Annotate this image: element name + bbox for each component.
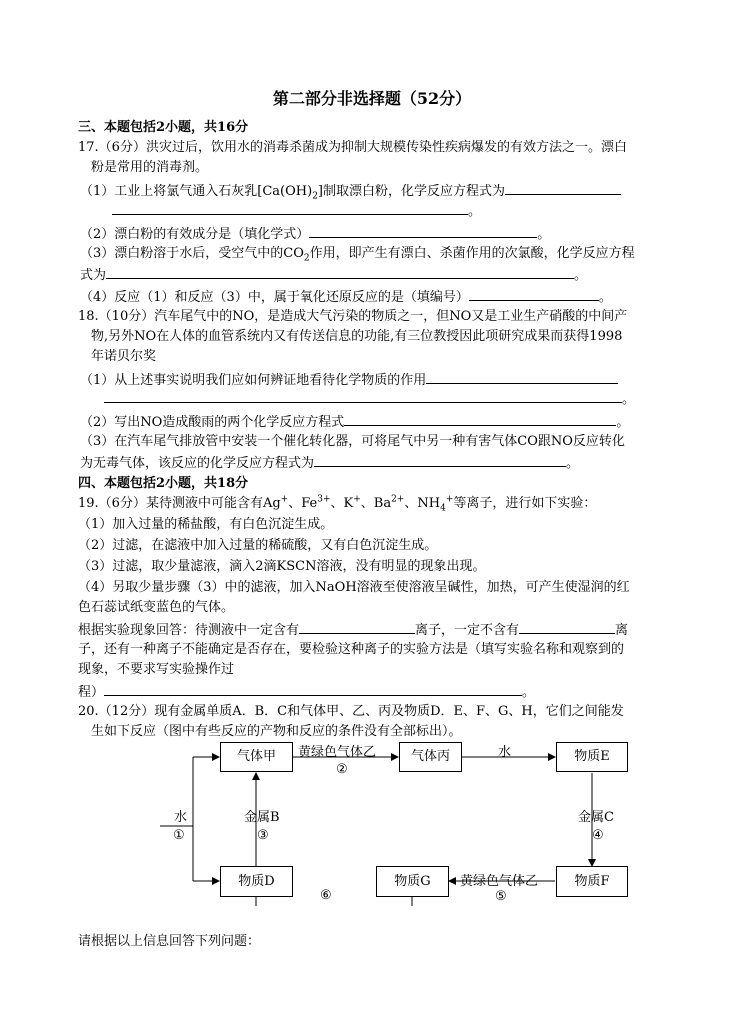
- r2-number-label: ②: [336, 762, 348, 777]
- q19-answer-line3: 现象，不要求写实验操作过: [78, 662, 235, 677]
- q18-intro-line2: 物,另外NO在人体的血管系统内又有传送信息的功能,有三位教授因此项研究成果而获得1998: [91, 329, 623, 344]
- q19-intro-text-e: 、NH: [404, 496, 441, 511]
- q17-part1-sub: 2: [312, 191, 318, 202]
- q20-intro-line2: 生如下反应（图中有些反应的产物和反应的条件没有全部标出）。: [91, 724, 462, 739]
- q17-part4-text: （4）反应（1）和反应（3）中，属于氧化还原反应的是（填编号）: [80, 290, 469, 305]
- r1-reagent-label: 水: [174, 810, 188, 825]
- q19-answer-text-a: 根据实验现象回答：待测液中一定含有: [78, 623, 300, 638]
- q17-part3-text-b: 作用，即产生有漂白、杀菌作用的次氯酸，化学反应方程: [309, 246, 635, 261]
- q17-part2-text: （2）漂白粉的有效成分是（填化学式）: [80, 227, 310, 242]
- q17-part1-text-b: ]制取漂白粉，化学反应方程式为: [317, 184, 505, 199]
- q19-step4-line1: （4）另取少量步骤（3）中的滤液，加入NaOH溶液至使溶液呈碱性，加热，可产生使湿润的红: [78, 580, 630, 595]
- r4-number-label: ④: [592, 828, 604, 843]
- q19-intro-text-c: 、K: [330, 496, 354, 511]
- q17-part1-end: 。: [468, 204, 482, 219]
- q19-sup-k: +: [353, 494, 361, 505]
- q17-part2-end: 。: [537, 227, 551, 242]
- node-substance-E: 物质E: [556, 742, 628, 772]
- water-reagent-label: 水: [498, 745, 512, 760]
- q19-answer-text-c: 离: [615, 623, 629, 638]
- q20-prompt: 请根据以上信息回答下列问题：: [78, 934, 261, 949]
- q19-sup-nh4: +: [445, 494, 454, 505]
- q19-answer-end: 。: [522, 685, 536, 700]
- node-gas-bing: 气体丙: [399, 742, 462, 772]
- section-4-heading: 四、本题包括2小题，共18分: [78, 476, 249, 491]
- r1-number-label: ①: [173, 828, 185, 843]
- q18-intro-line3: 年诺贝尔奖: [91, 349, 157, 364]
- q19-answer-text-d: 程）: [78, 685, 105, 700]
- q19-step1: （1）加入过量的稀盐酸，有白色沉淀生成。: [78, 517, 334, 532]
- page-title: 第二部分非选择题（52分）: [272, 89, 472, 108]
- q19-sub-nh4: 4: [440, 503, 446, 514]
- q17-part3-end: 。: [574, 268, 588, 283]
- q19-sup-ba: 2+: [391, 494, 405, 505]
- q19-sup-fe: 3+: [317, 494, 331, 505]
- q17-part3-sub: 2: [303, 253, 310, 264]
- node-substance-G: 物质G: [376, 866, 449, 897]
- q18-part2-end: 。: [616, 415, 630, 430]
- r6-number-label: ⑥: [320, 888, 332, 903]
- q19-answer-text-b: 离子，一定不含有: [415, 623, 520, 638]
- q19-step2: （2）过滤，在滤液中加入过量的稀硫酸，又有白色沉淀生成。: [78, 538, 438, 553]
- r2-reagent-label: 黄绿色气体乙: [298, 745, 377, 760]
- q20-intro-line1: 20.（12分）现有金属单质A．B．C和气体甲、乙、丙及物质D．E、F、G、H，它们之间能发: [78, 704, 624, 719]
- q17-part3-text-a: （3）漂白粉溶于水后，受空气中的CO: [80, 246, 304, 261]
- q18-part1-text: （1）从上述事实说明我们应如何辨证地看待化学物质的作用: [80, 373, 427, 388]
- q18-part3-line1: （3）在汽车尾气排放管中安装一个催化转化器，可将尾气中另一种有害气体CO跟NO反应转化: [80, 434, 625, 449]
- q17-intro-line1: 17.（6分）洪灾过后，饮用水的消毒杀菌成为抑制大规模传染性疾病爆发的有效方法之一。漂白: [78, 140, 627, 155]
- q19-sup-ag: +: [280, 494, 289, 505]
- node-substance-F: 物质F: [556, 866, 628, 897]
- q17-part1-text-a: （1）工业上将氯气通入石灰乳[Ca(OH): [80, 184, 313, 199]
- q18-part1-end: 。: [622, 392, 636, 407]
- node-substance-D: 物质D: [220, 866, 293, 897]
- q19-intro-text-a: 19.（6分）某待测液中可能含有Ag: [78, 496, 281, 511]
- q18-part3-end: 。: [566, 456, 580, 471]
- q18-part3-text: 为无毒气体，该反应的化学反应方程式为: [80, 456, 315, 471]
- r4-reagent-label: 金属C: [578, 810, 614, 825]
- r5-reagent-label: 黄绿色气体乙: [460, 874, 539, 889]
- r3-reagent-label: 金属B: [244, 810, 280, 825]
- node-gas-jia: 气体甲: [220, 742, 293, 772]
- q17-intro-line2: 粉是常用的消毒剂。: [91, 160, 209, 175]
- q17-part4-end: 。: [598, 290, 612, 305]
- q18-part2-text: （2）写出NO造成酸雨的两个化学反应方程式: [80, 415, 345, 430]
- q18-intro-line1: 18.（10分）汽车尾气中的NO，是造成大气污染的物质之一，但NO又是工业生产硝酸的中间产: [78, 309, 628, 324]
- r3-number-label: ③: [257, 828, 269, 843]
- q19-intro-text-b: 、Fe: [288, 496, 318, 511]
- section-3-heading: 三、本题包括2小题，共16分: [78, 120, 249, 135]
- q17-part3-text-c: 式为: [80, 268, 107, 283]
- q19-answer-line2: 子，还有一种离子不能确定是否存在，要检验这种离子的实验方法是（填写实验名称和观察到的: [78, 642, 625, 657]
- q19-step4-line2: 色石蕊试纸变蓝色的气体。: [78, 600, 235, 615]
- q19-step3: （3）过滤，取少量滤液，滴入2滴KSCN溶液，没有明显的现象出现。: [78, 559, 486, 574]
- q19-intro-text-d: 、Ba: [360, 496, 392, 511]
- r5-number-label: ⑤: [495, 889, 507, 904]
- q19-intro-text-f: 等离子，进行如下实验：: [453, 496, 597, 511]
